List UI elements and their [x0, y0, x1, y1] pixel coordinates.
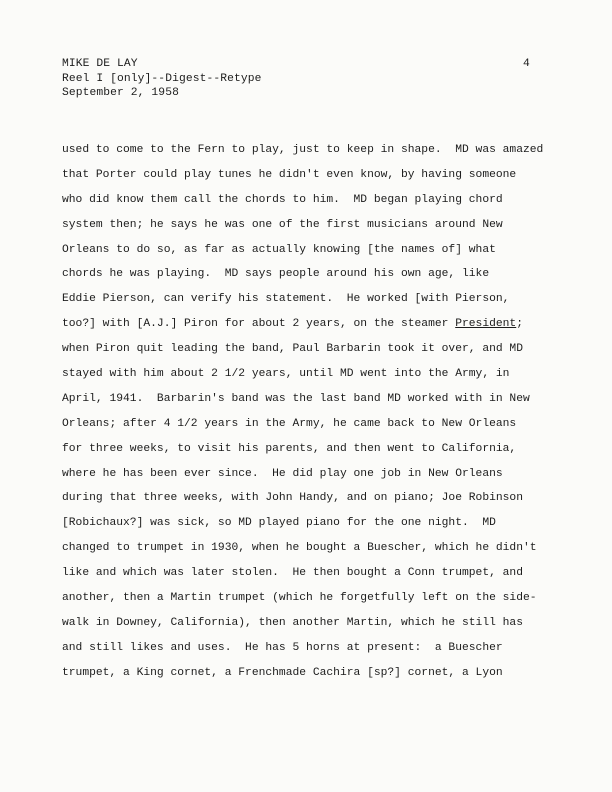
body-line: like and which was later stolen. He then bought a Conn trumpet, and — [62, 567, 523, 580]
body-line: where he has been ever since. He did play one job in New Orleans — [62, 467, 503, 480]
body-line-steamer — [62, 312, 582, 337]
steamer-suffix: ; — [516, 318, 523, 331]
body-line: when Piron quit leading the band, Paul Barbarin took it over, and MD — [62, 343, 523, 356]
body-line: Orleans to do so, as far as actually knowing [the names of] what — [62, 243, 496, 256]
interview-date: September 2, 1958 — [62, 87, 179, 99]
body-line: used to come to the Fern to play, just to keep in shape. MD was amazed — [62, 144, 544, 156]
body-line: Orleans; after 4 1/2 years in the Army, he came back to New Orleans — [62, 417, 517, 430]
body-line: system then; he says he was one of the first musicians around New — [62, 218, 503, 231]
body-line: Eddie Pierson, can verify his statement. He worked [with Pierson, — [62, 293, 510, 306]
body-line: for three weeks, to visit his parents, and then went to California, — [62, 442, 517, 455]
body-line: stayed with him about 2 1/2 years, until MD went into the Army, in — [62, 368, 510, 381]
body-line: [Robichaux?] was sick, so MD played piano for the one night. MD — [62, 517, 496, 530]
body-line: chords he was playing. MD says people around his own age, like — [62, 268, 490, 281]
body-line: and still likes and uses. He has 5 horns at present: a Buescher — [62, 641, 503, 654]
body-line: another, then a Martin trumpet (which he forgetfully left on the side- — [62, 592, 537, 605]
page-number: 4 — [523, 58, 530, 70]
reel-info: Reel I [only]--Digest--Retype — [62, 72, 262, 85]
body-line: April, 1941. Barbarin's band was the last band MD worked with in New — [62, 392, 530, 405]
body-line: who did know them call the chords to him. MD began playing chord — [62, 193, 503, 206]
interviewee-name: MIKE DE LAY — [62, 58, 138, 70]
document-header — [62, 57, 262, 101]
transcript-body — [62, 138, 582, 686]
steamer-name: President — [455, 318, 517, 331]
body-line: walk in Downey, California), then another Martin, which he still has — [62, 616, 523, 629]
body-line: trumpet, a King cornet, a Frenchmade Cachira [sp?] cornet, a Lyon — [62, 666, 503, 679]
body-line-segment: too?] with [A.J.] Piron for about 2 years, on the steamer — [62, 318, 456, 331]
body-line: changed to trumpet in 1930, when he bought a Buescher, which he didn't — [62, 542, 537, 555]
body-line: during that three weeks, with John Handy, and on piano; Joe Robinson — [62, 492, 523, 505]
body-line: that Porter could play tunes he didn't even know, by having someone — [62, 168, 517, 181]
